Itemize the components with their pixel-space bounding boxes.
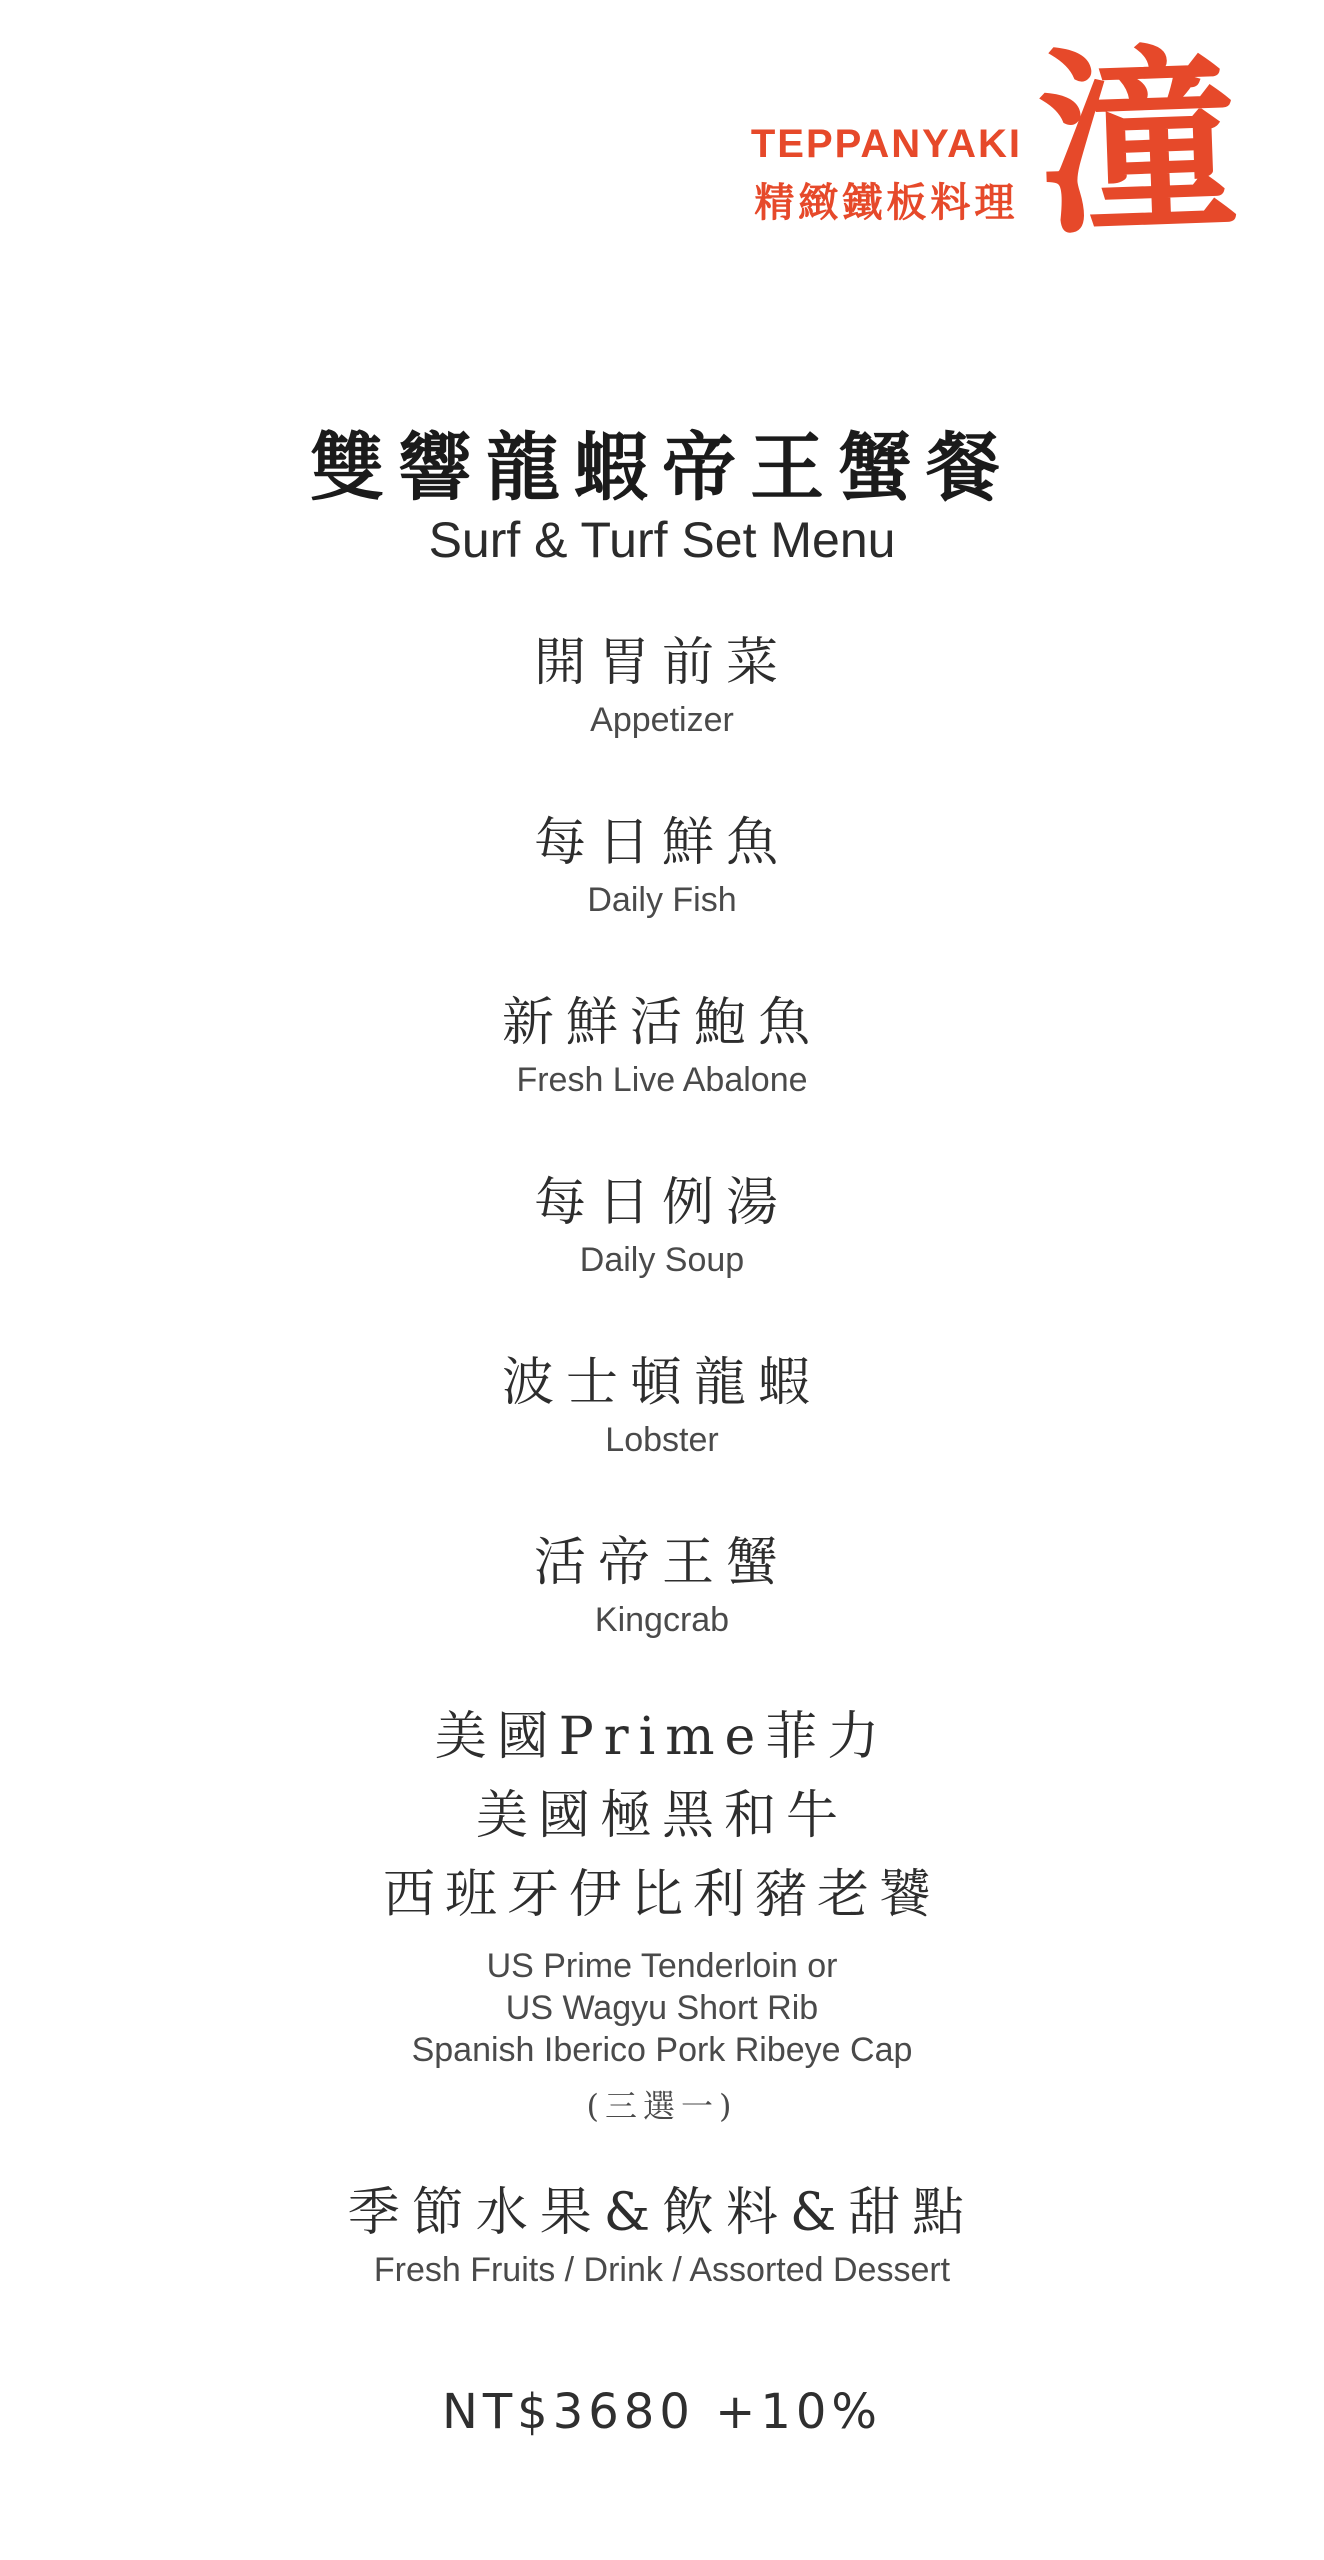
course-name-en: Kingcrab: [594, 1601, 730, 1640]
price-block: [0, 2384, 1324, 2440]
set-price: NT$3680 +10%: [441, 2384, 883, 2440]
main-option-en: US Wagyu Short Rib: [505, 1989, 819, 2027]
course-kingcrab: [0, 1532, 1324, 1641]
course-name-zh: 新鮮活鮑魚: [501, 993, 822, 1053]
main-option-en: Spanish Iberico Pork Ribeye Cap: [411, 2031, 913, 2069]
course-daily-fish: [0, 812, 1324, 921]
course-daily-soup: [0, 1172, 1324, 1281]
course-name-en: Lobster: [605, 1421, 719, 1460]
course-appetizer: [0, 632, 1324, 741]
logo-text-block: [751, 122, 1022, 242]
brand-seal-character: 潼: [1033, 22, 1240, 263]
course-name-zh: 每日例湯: [533, 1173, 790, 1233]
course-name-zh: 開胃前菜: [533, 633, 790, 693]
course-lobster: [0, 1352, 1324, 1461]
course-name-zh: 每日鮮魚: [533, 813, 790, 873]
course-name-zh: 活帝王蟹: [533, 1533, 790, 1593]
main-course-block: [0, 1698, 1324, 2127]
course-name-zh: 波士頓龍蝦: [501, 1353, 822, 1413]
main-option-zh: 西班牙伊比利豬老饕: [382, 1865, 941, 1925]
menu-title-zh: 雙響龍蝦帝王蟹餐: [310, 425, 1014, 511]
main-option-zh: 美國Prime菲力: [434, 1707, 890, 1767]
brand-tagline: 精緻鐵板料理: [754, 179, 1019, 226]
main-options-en: [0, 1945, 1324, 2071]
dessert-en: Fresh Fruits / Drink / Assorted Dessert: [373, 2251, 951, 2290]
main-option-en: US Prime Tenderloin or: [486, 1947, 838, 1985]
course-abalone: [0, 992, 1324, 1101]
course-name-en: Daily Fish: [587, 881, 737, 920]
choose-one-note: (三選一): [586, 2087, 738, 2125]
course-name-en: Appetizer: [590, 701, 734, 740]
restaurant-logo: [750, 22, 1240, 263]
main-option-zh: 美國極黑和牛: [475, 1786, 848, 1846]
menu-title-block: [0, 425, 1324, 569]
course-name-en: Fresh Live Abalone: [516, 1061, 808, 1100]
menu-title-en: Surf & Turf Set Menu: [428, 512, 896, 569]
dessert-zh: 季節水果&飲料&甜點: [347, 2183, 977, 2243]
dessert-block: [0, 2182, 1324, 2291]
course-name-en: Daily Soup: [579, 1241, 745, 1280]
brand-name: TEPPANYAKI: [750, 122, 1022, 166]
